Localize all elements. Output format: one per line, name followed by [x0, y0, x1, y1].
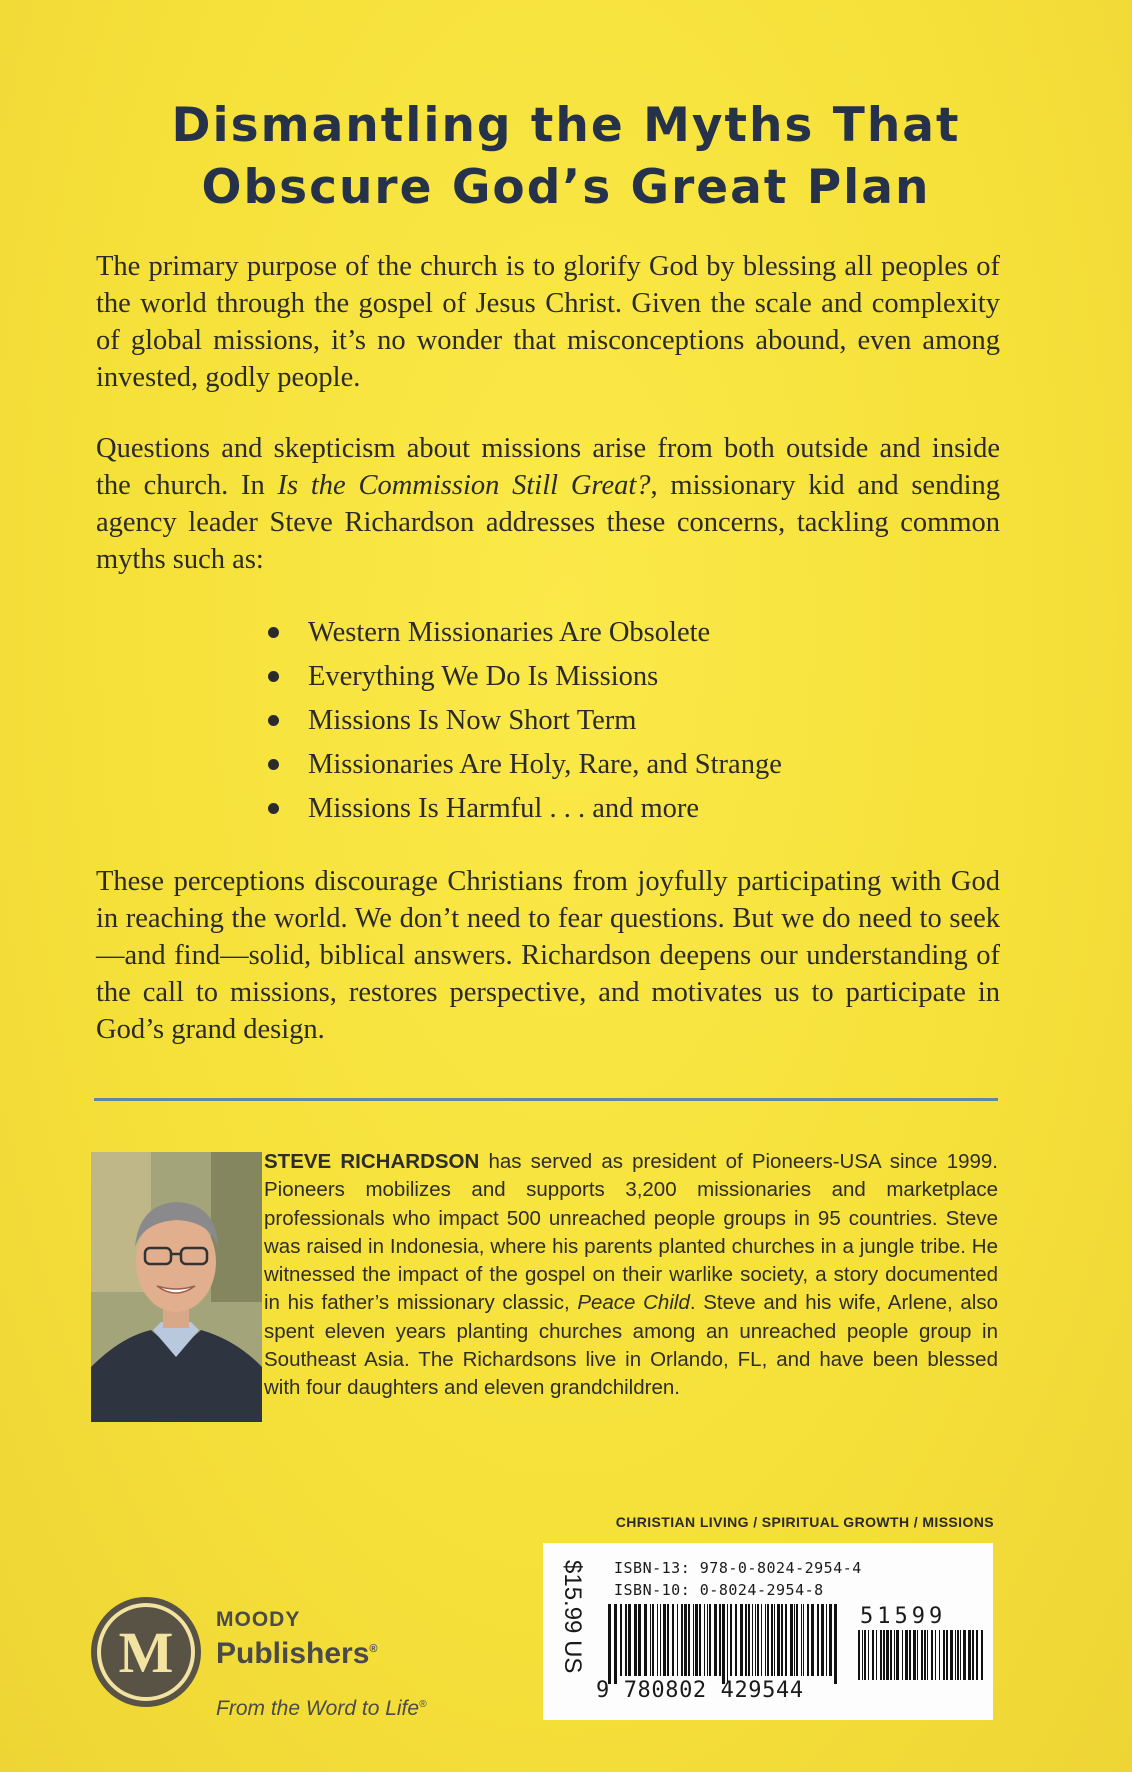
addon-barcode	[858, 1630, 984, 1688]
barcode-bar	[826, 1604, 827, 1676]
barcode-bar	[628, 1604, 631, 1676]
barcode-bar	[976, 1630, 978, 1680]
barcode-bar	[890, 1630, 892, 1680]
barcode-bar	[663, 1604, 666, 1676]
barcode-bar	[931, 1630, 933, 1680]
barcode-bar	[864, 1630, 866, 1680]
ean-digits: 9 780802 429544	[596, 1678, 804, 1703]
tagline-trademark: ®	[419, 1699, 427, 1710]
barcode-bar	[968, 1630, 971, 1680]
barcode-bar	[755, 1604, 756, 1676]
barcode-bar	[625, 1604, 627, 1676]
divider	[94, 1098, 998, 1101]
list-item	[262, 743, 962, 787]
barcode-bar	[821, 1604, 824, 1676]
barcode-bar	[834, 1604, 837, 1684]
barcode-bar	[902, 1630, 903, 1680]
barcode-bar	[767, 1604, 769, 1676]
barcode-bar	[677, 1604, 678, 1676]
barcode-bar	[761, 1604, 762, 1676]
barcode-bar	[963, 1630, 966, 1680]
barcode-bar	[719, 1604, 721, 1676]
publisher-name	[216, 1608, 378, 1671]
barcode-bar	[811, 1604, 814, 1676]
bio-text-2: . Steve and his wife, Arlene, also spent eleven years planting churches among an unreached people group in Southeast Asia. The Richardsons live in Orlando, FL, and have been blessed with four daughters and eleven grandchildren.	[264, 1291, 999, 1400]
barcode-bar	[695, 1604, 698, 1676]
barcode-bar	[829, 1604, 832, 1676]
barcode-bar	[943, 1630, 945, 1680]
barcode-bar	[955, 1630, 956, 1680]
barcode-bar	[858, 1630, 860, 1680]
myth-text: Western Missionaries Are Obsolete	[308, 617, 711, 648]
list-item	[262, 611, 962, 655]
barcode-bar	[657, 1604, 658, 1676]
barcode-bar	[939, 1630, 940, 1680]
barcode-bar	[684, 1604, 687, 1676]
barcode-bar	[913, 1630, 916, 1680]
barcode-bar	[650, 1604, 651, 1676]
barcode-bar	[946, 1630, 948, 1680]
book-title: Is the Commission Still Great?	[277, 470, 651, 501]
bullet-icon	[268, 627, 279, 638]
barcode-bar	[957, 1630, 959, 1680]
logo-letter: M	[118, 1620, 174, 1685]
tagline-text: From the Word to Life	[216, 1697, 420, 1720]
myth-text: Missions Is Now Short Term	[308, 705, 637, 736]
barcode-bar	[681, 1604, 683, 1676]
publisher-trademark: ®	[369, 1643, 378, 1655]
barcode-bar	[730, 1604, 732, 1676]
barcode-bar	[872, 1630, 874, 1680]
myths-list	[262, 611, 962, 831]
headline-line-1: Dismantling the Myths That	[171, 98, 961, 153]
barcode-bar	[876, 1630, 877, 1680]
moody-logo-icon	[88, 1594, 204, 1710]
isbn-10: ISBN-10: 0-8024-2954-8	[614, 1581, 824, 1599]
category-label: CHRISTIAN LIVING / SPIRITUAL GROWTH / MISSIONS	[615, 1514, 994, 1530]
bullet-icon	[268, 671, 279, 682]
barcode-bar	[614, 1604, 617, 1684]
barcode-bar	[803, 1604, 804, 1676]
barcode-bar	[817, 1604, 819, 1676]
headline-line-2: Obscure God’s Great Plan	[201, 160, 931, 215]
barcode-bar	[660, 1604, 661, 1676]
author-photo	[91, 1152, 262, 1422]
intro-paragraph: The primary purpose of the church is to glorify God by blessing all peoples of the world through the gospel of Jesus Christ. Given the scale and complexity of global missions, it’s no wonder that misconceptions abound, even among invested, godly people.	[96, 251, 1000, 393]
list-item	[262, 655, 962, 699]
barcode-bar	[771, 1604, 773, 1676]
barcode-bar	[894, 1630, 895, 1680]
book-peace-child: Peace Child	[577, 1291, 690, 1315]
barcode-bar	[765, 1604, 766, 1676]
barcode-bar	[709, 1604, 711, 1676]
publisher-line-1: MOODY	[216, 1608, 301, 1631]
barcode-bar	[785, 1604, 787, 1676]
barcode-bar	[781, 1604, 783, 1676]
barcode-bar	[634, 1604, 637, 1676]
barcode-bar	[950, 1630, 953, 1680]
barcode-bar	[880, 1630, 882, 1680]
barcode-bar	[752, 1604, 753, 1676]
publisher-tagline	[216, 1697, 426, 1721]
myth-text: Missionaries Are Holy, Rare, and Strange	[308, 749, 782, 780]
barcode-bar	[620, 1604, 622, 1676]
price-label	[551, 1560, 599, 1710]
barcode-bar	[801, 1604, 802, 1676]
barcode-bar	[757, 1604, 759, 1676]
barcode-bar	[927, 1630, 928, 1680]
list-item	[262, 699, 962, 743]
barcode-bar	[917, 1630, 918, 1680]
barcode-bar	[608, 1604, 611, 1684]
barcode-bar	[699, 1604, 701, 1676]
myth-text: Everything We Do Is Missions	[308, 661, 659, 692]
bio-text-1: has served as president of Pioneers-USA since 1999. Pioneers mobilizes and supports 3,200 missionaries and marketplace professionals who impact 500 unreached people groups in 95 countries. Steve was raised in Indonesia, where his parents planted churches in a jungle tribe. He witnessed the impact of the gospel on their warlike society, a story documented in his father’s missionary classic,	[264, 1150, 999, 1315]
bullet-icon	[268, 803, 279, 814]
barcode-bar	[935, 1630, 936, 1680]
questions-paragraph	[96, 430, 1000, 578]
barcode-bar	[790, 1604, 793, 1676]
author-name: STEVE RICHARDSON	[264, 1150, 480, 1173]
barcode-bar	[981, 1630, 983, 1680]
barcode-bar	[909, 1630, 911, 1680]
closing-paragraph: These perceptions discourage Christians from joyfully participating with God in reaching the world. We don’t need to fear questions. But we do need to seek—and find—solid, biblical answers. Richardson deepens our understanding of the call to missions, restores perspective, and motivates us to participate in God’s grand design.	[96, 866, 1000, 1045]
barcode-bar	[740, 1604, 743, 1676]
barcode-bar	[807, 1604, 809, 1676]
barcode-bar	[905, 1630, 908, 1680]
barcode-bar	[672, 1604, 674, 1676]
barcode-bar	[644, 1604, 647, 1676]
author-bio	[264, 1148, 998, 1403]
barcode-bar	[796, 1604, 798, 1676]
bullet-icon	[268, 715, 279, 726]
barcode-bar	[722, 1604, 725, 1684]
barcode-bar	[704, 1604, 705, 1676]
barcode-bar	[960, 1630, 961, 1680]
barcode-bar	[896, 1630, 899, 1680]
ean-barcode	[608, 1604, 840, 1684]
barcode-bar	[727, 1604, 728, 1684]
publisher-word: Publishers	[216, 1637, 370, 1670]
barcode-bar	[774, 1604, 775, 1676]
bullet-icon	[268, 759, 279, 770]
headline	[60, 95, 1072, 219]
barcode-bar	[862, 1630, 863, 1680]
barcode-bar	[748, 1604, 750, 1676]
barcode-bar	[693, 1604, 694, 1676]
barcode-bar	[707, 1604, 708, 1676]
list-item	[262, 787, 962, 831]
questions-text-after: , missionary kid and sending agency leader Steve Richardson addresses these concerns, tackling common myths such as:	[96, 470, 1000, 575]
publisher-line-2	[216, 1632, 378, 1671]
author-portrait-icon	[91, 1152, 262, 1422]
barcode-bar	[924, 1630, 926, 1680]
price-text: $15.99 US	[559, 1560, 586, 1674]
addon-digits: 51599	[860, 1604, 947, 1629]
myth-text: Missions Is Harmful . . . and more	[308, 793, 700, 824]
barcode-bar	[735, 1604, 737, 1676]
barcode-bar	[886, 1630, 889, 1680]
barcode-bar	[777, 1604, 780, 1676]
barcode-bar	[652, 1604, 654, 1676]
barcode-bar	[638, 1604, 641, 1676]
barcode-bar	[868, 1630, 869, 1680]
barcode-bar	[745, 1604, 747, 1676]
barcode-bar	[921, 1630, 923, 1680]
questions-text-before: Questions and skepticism about missions arise from both outside and inside the church. In	[96, 433, 1000, 501]
barcode-bar	[688, 1604, 690, 1676]
barcode-bar	[883, 1630, 885, 1680]
barcode-bar	[972, 1630, 974, 1680]
barcode-bar	[667, 1604, 669, 1676]
barcode-bar	[794, 1604, 795, 1676]
isbn-13: ISBN-13: 978-0-8024-2954-4	[614, 1559, 862, 1577]
barcode-bar	[714, 1604, 717, 1676]
